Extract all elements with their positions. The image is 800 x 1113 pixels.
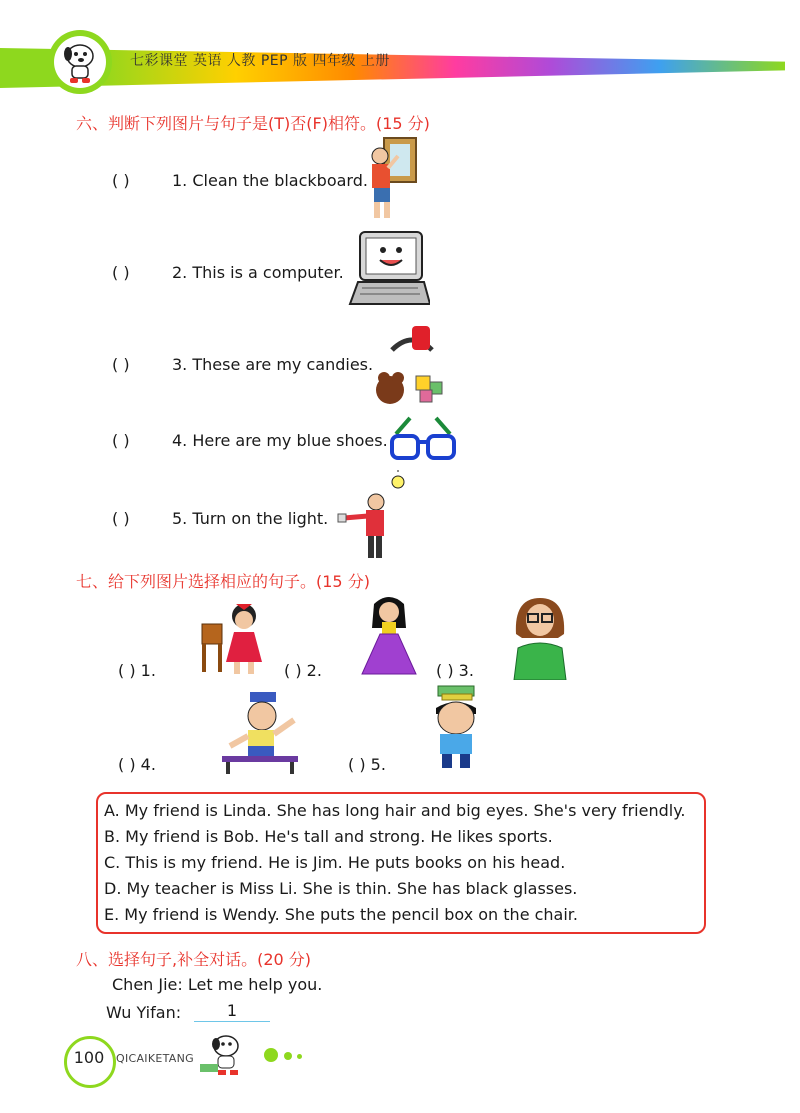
boy-turning-on-light-illustration	[334, 470, 414, 562]
decor-dot-medium	[284, 1052, 292, 1060]
decor-dot-large	[264, 1048, 278, 1062]
answer-blank-1[interactable]: 1	[194, 1001, 270, 1022]
dialog-text: Let me help you.	[187, 975, 323, 994]
s7-item-3	[436, 661, 474, 680]
option-b: B. My friend is Bob. He's tall and strong. He likes sports.	[104, 827, 553, 846]
s6-item-5-text: 5. Turn on the light.	[172, 509, 329, 528]
speaker-name: Wu Yifan:	[106, 1003, 182, 1022]
answer-paren[interactable]: ( )	[112, 431, 130, 450]
dog-mascot-footer-icon	[196, 1030, 252, 1078]
s7-item-1-num: 1.	[140, 661, 156, 680]
section-6-title: 六、判断下列图片与句子是(T)否(F)相符。(15 分)	[76, 114, 430, 133]
s7-item-5	[348, 755, 386, 774]
answer-paren[interactable]: ( )	[118, 661, 136, 680]
boy-with-books-on-head-illustration	[424, 684, 488, 770]
s7-item-5-num: 5.	[370, 755, 386, 774]
s6-item-3-text: 3. These are my candies.	[172, 355, 374, 374]
answer-paren[interactable]: ( )	[284, 661, 302, 680]
dog-mascot-icon	[56, 38, 104, 88]
s6-item-3	[112, 355, 373, 374]
laptop-computer-illustration	[348, 228, 430, 310]
page-number: 100	[73, 1048, 105, 1067]
blue-glasses-illustration	[388, 412, 458, 466]
speaker-name: Chen Jie:	[112, 975, 183, 994]
boy-jumping-hurdle-illustration	[218, 690, 306, 774]
s6-item-5	[112, 509, 328, 528]
dialog-line-2	[106, 1003, 181, 1022]
answer-paren[interactable]: ( )	[112, 263, 130, 282]
teacher-with-glasses-illustration	[508, 594, 572, 680]
header-rainbow-bar	[0, 48, 785, 88]
dialog-line-1	[112, 975, 322, 994]
option-d: D. My teacher is Miss Li. She is thin. She has black glasses.	[104, 879, 578, 898]
s6-item-2	[112, 263, 344, 282]
s6-item-4	[112, 431, 388, 450]
toys-illustration	[372, 320, 448, 408]
section-7-title: 七、给下列图片选择相应的句子。(15 分)	[76, 572, 370, 591]
answer-paren[interactable]: ( )	[348, 755, 366, 774]
s7-item-2-num: 2.	[306, 661, 322, 680]
answer-paren[interactable]: ( )	[112, 355, 130, 374]
option-a: A. My friend is Linda. She has long hair and big eyes. She's very friendly.	[104, 801, 686, 820]
s7-item-1	[118, 661, 156, 680]
header-title: 七彩课堂 英语 人教 PEP 版 四年级 上册	[130, 53, 390, 69]
answer-paren[interactable]: ( )	[118, 755, 136, 774]
s7-item-3-num: 3.	[458, 661, 474, 680]
decor-dot-small	[297, 1054, 302, 1059]
section-8-title: 八、选择句子,补全对话。(20 分)	[76, 950, 312, 969]
s7-item-4	[118, 755, 156, 774]
s7-item-4-num: 4.	[140, 755, 156, 774]
s6-item-1	[112, 171, 368, 190]
s6-item-4-text: 4. Here are my blue shoes.	[172, 431, 388, 450]
brand-name: QICAIKETANG	[116, 1052, 194, 1065]
option-c: C. This is my friend. He is Jim. He puts books on his head.	[104, 853, 566, 872]
s6-item-1-text: 1. Clean the blackboard.	[172, 171, 368, 190]
girl-with-chair-illustration	[196, 596, 272, 678]
boy-cleaning-window-illustration	[364, 136, 420, 222]
s7-item-2	[284, 661, 322, 680]
answer-paren[interactable]: ( )	[112, 509, 130, 528]
s6-item-2-text: 2. This is a computer.	[172, 263, 344, 282]
girl-purple-dress-illustration	[360, 594, 418, 678]
option-e: E. My friend is Wendy. She puts the pencil box on the chair.	[104, 905, 578, 924]
answer-paren[interactable]: ( )	[436, 661, 454, 680]
answer-paren[interactable]: ( )	[112, 171, 130, 190]
